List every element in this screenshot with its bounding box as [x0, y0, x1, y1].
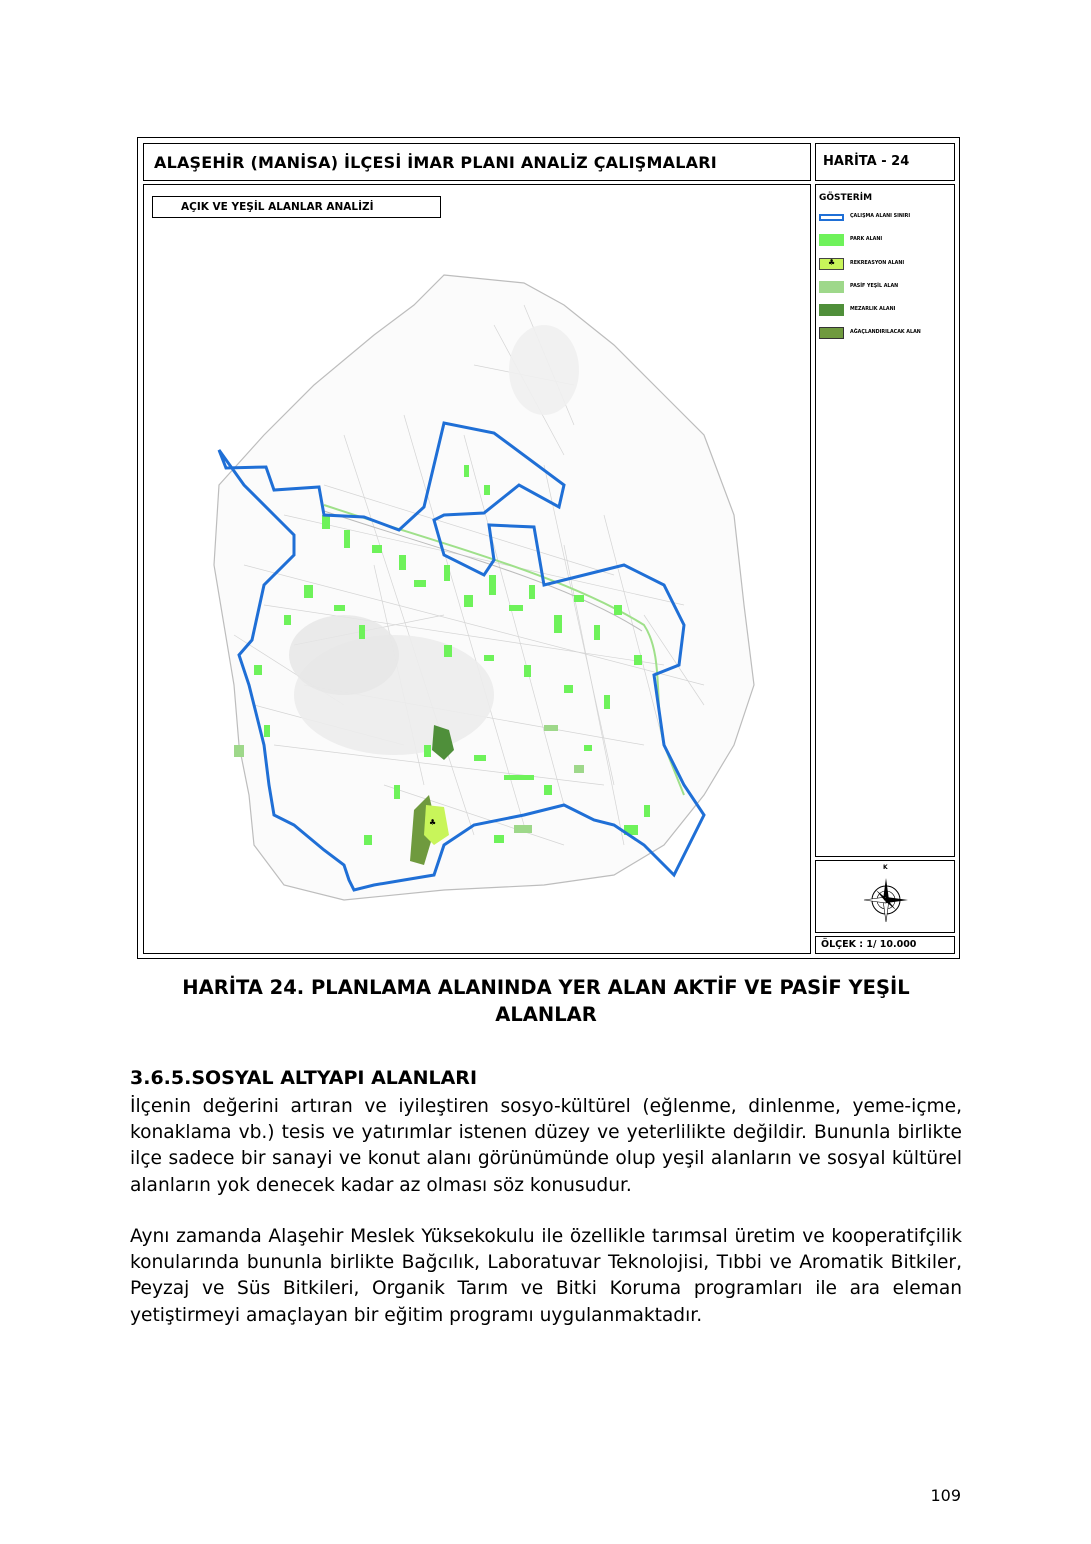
legend-item-afforestation	[819, 327, 951, 341]
legend-item-park	[819, 234, 951, 248]
north-arrow-box	[815, 860, 955, 933]
map-body	[143, 184, 811, 954]
caption-line-2: ALANLAR	[495, 1003, 597, 1026]
recreation-icon: ♣	[828, 258, 836, 267]
legend-swatch	[819, 234, 844, 246]
figure-caption	[130, 974, 962, 1028]
caption-line-1: HARİTA 24. PLANLAMA ALANINDA YER ALAN AKTİF VE PASİF YEŞİL	[182, 976, 910, 999]
legend-swatch	[819, 214, 844, 221]
map-title: ALAŞEHİR (MANİSA) İLÇESİ İMAR PLANI ANALİZ ÇALIŞMALARI	[154, 153, 717, 172]
north-label: K	[883, 864, 888, 871]
paragraph-2: Aynı zamanda Alaşehir Meslek Yüksekokulu ile özellikle tarımsal üretim ve kooperatifçilik konularında bununla birlikte Bağcılık, Laboratuvar Teknolojisi, Tıbbi ve Aromatik Bitkiler, Peyzaj ve Süs Bitkileri, Organik Tarım ve Bitki Koruma programları ile ara eleman yetiştirmeyi amaçlayan bir eğitim programı uygulanmaktadır.	[130, 1226, 962, 1326]
legend-label: REKREASYON ALANI	[850, 261, 905, 266]
map-title-box	[143, 143, 811, 181]
legend-swatch	[819, 304, 844, 316]
legend-swatch	[819, 258, 844, 270]
legend-label: AĞAÇLANDIRILACAK ALAN	[850, 330, 921, 335]
legend-label: MEZARLIK ALANI	[850, 307, 896, 312]
legend-swatch	[819, 327, 844, 339]
legend-item-study-boundary	[819, 211, 951, 225]
map-number: HARİTA - 24	[823, 154, 910, 169]
district-map	[144, 185, 810, 953]
scale-box	[815, 936, 955, 954]
legend-label: ÇALIŞMA ALANI SINIRI	[850, 214, 911, 219]
legend-item-passive-green	[819, 281, 951, 295]
legend-label: PASİF YEŞİL ALAN	[850, 284, 899, 289]
section-heading: 3.6.5.SOSYAL ALTYAPI ALANLARI	[130, 1067, 478, 1089]
legend-item-recreation	[819, 258, 951, 272]
page-number: 109	[930, 1486, 961, 1505]
paragraph-1: İlçenin değerini artıran ve iyileştiren sosyo-kültürel (eğlenme, dinlenme, yeme-içme, konaklama vb.) tesis ve yatırımlar istenen düzey ve yeterlilikte değildir. Bununla birlikte ilçe sadece bir sanayi ve konut alanı görünümünde olup yeşil alanların ve sosyal kültürel alanların yok denecek kadar az olması söz konusudur.	[130, 1096, 962, 1196]
map-legend	[815, 184, 955, 857]
map-scale: ÖLÇEK : 1/ 10.000	[821, 939, 917, 950]
legend-item-cemetery	[819, 304, 951, 318]
map-subtitle-box	[152, 196, 441, 218]
legend-swatch	[819, 281, 844, 293]
map-subtitle: AÇIK VE YEŞİL ALANLAR ANALİZİ	[181, 201, 374, 213]
legend-title: GÖSTERİM	[819, 193, 873, 203]
recreation-symbol: ♣	[429, 818, 437, 827]
legend-label: PARK ALANI	[850, 237, 883, 242]
map-number-box	[815, 143, 955, 181]
map-context-outline	[214, 275, 754, 900]
compass-rose-icon	[856, 875, 916, 925]
